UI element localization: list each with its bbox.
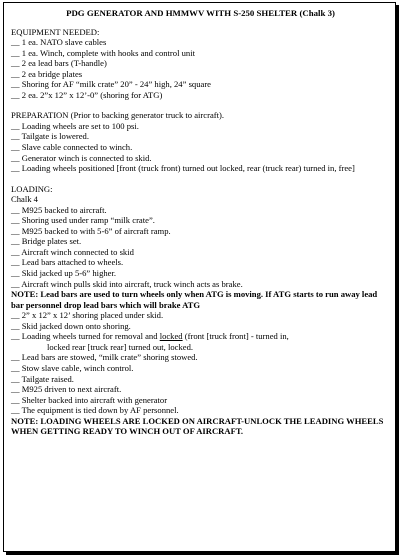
loading-item: __ Shelter backed into aircraft with generator bbox=[11, 394, 168, 405]
chalk-label: Chalk 4 bbox=[11, 194, 38, 205]
loading-item: __ M925 backed to with 5-6” of aircraft ramp. bbox=[11, 225, 171, 236]
lead-bar-note: NOTE: Lead bars are used to turn wheels only when ATG is moving. If ATG starts to run away lead bar personnel drop lead bars which will brake ATG bbox=[11, 289, 378, 310]
loading-item-wheels-turned bbox=[11, 331, 390, 342]
page-title: PDG GENERATOR AND HMMWV WITH S-250 SHELTER (Chalk 3) bbox=[66, 8, 335, 18]
equipment-heading: EQUIPMENT NEEDED: bbox=[11, 26, 100, 37]
equipment-section bbox=[11, 27, 390, 101]
locked-underlined-word: locked bbox=[159, 331, 183, 342]
loading-item: __ Stow slave cable, winch control. bbox=[11, 362, 134, 373]
preparation-section bbox=[11, 110, 390, 173]
loading-item: __ M925 backed to aircraft. bbox=[11, 204, 107, 215]
loading-item: __ Lead bars are stowed, “milk crate” shoring stowed. bbox=[11, 352, 198, 363]
wheels-turned-continuation: locked rear [truck rear] turned out, locked. bbox=[47, 341, 194, 352]
preparation-item: __ Tailgate is lowered. bbox=[11, 131, 89, 142]
loading-item: __ 2” x 12” x 12’ shoring placed under skid. bbox=[11, 310, 164, 321]
loading-item: __ Bridge plates set. bbox=[11, 236, 82, 247]
preparation-item: __ Loading wheels positioned [front (truck front) turned out locked, rear (truck rear) turned in, free] bbox=[11, 163, 355, 174]
loading-item: __ Tailgate raised. bbox=[11, 373, 74, 384]
loading-heading: LOADING: bbox=[11, 183, 53, 194]
equipment-item: __ 2 ea bridge plates bbox=[11, 68, 83, 79]
loading-item: __ Lead bars attached to wheels. bbox=[11, 257, 124, 268]
equipment-item: __ 2 ea lead bars (T-handle) bbox=[11, 58, 107, 69]
document-page bbox=[3, 2, 396, 552]
preparation-item: __ Slave cable connected to winch. bbox=[11, 142, 133, 153]
loading-item: __ Aircraft winch connected to skid bbox=[11, 246, 134, 257]
preparation-heading: PREPARATION (Prior to backing generator truck to aircraft). bbox=[11, 110, 225, 121]
equipment-item: __ 2 ea. 2”x 12” x 12’-0” (shoring for ATG) bbox=[11, 89, 163, 100]
equipment-item: __ 1 ea. NATO slave cables bbox=[11, 37, 107, 48]
preparation-item: __ Loading wheels are set to 100 psi. bbox=[11, 120, 139, 131]
loading-section bbox=[11, 184, 390, 437]
loading-wheels-note: NOTE: LOADING WHEELS ARE LOCKED ON AIRCRAFT-UNLOCK THE LEADING WHEELS WHEN GETTING READY TO WINCH OUT OF AIRCRAFT. bbox=[11, 415, 384, 437]
equipment-item: __ 1 ea. Winch, complete with hooks and control unit bbox=[11, 47, 195, 58]
loading-item: __ Skid jacked down onto shoring. bbox=[11, 320, 131, 331]
loading-item: __ Skid jacked up 5-6” higher. bbox=[11, 268, 117, 279]
wheels-turned-text: __ Loading wheels turned for removal and bbox=[11, 331, 160, 342]
loading-item: __ Shoring used under ramp “milk crate”. bbox=[11, 215, 155, 226]
wheels-turned-text-end: (front [truck front] - turned in, bbox=[182, 331, 289, 342]
loading-item: __ The equipment is tied down by AF personnel. bbox=[11, 405, 179, 416]
preparation-item: __ Generator winch is connected to skid. bbox=[11, 152, 152, 163]
loading-item: __ Aircraft winch pulls skid into aircraft, truck winch acts as brake. bbox=[11, 278, 243, 289]
equipment-item: __ Shoring for AF “milk crate” 20” - 24” high, 24” square bbox=[11, 79, 211, 90]
loading-item: __ M925 driven to next aircraft. bbox=[11, 384, 122, 395]
